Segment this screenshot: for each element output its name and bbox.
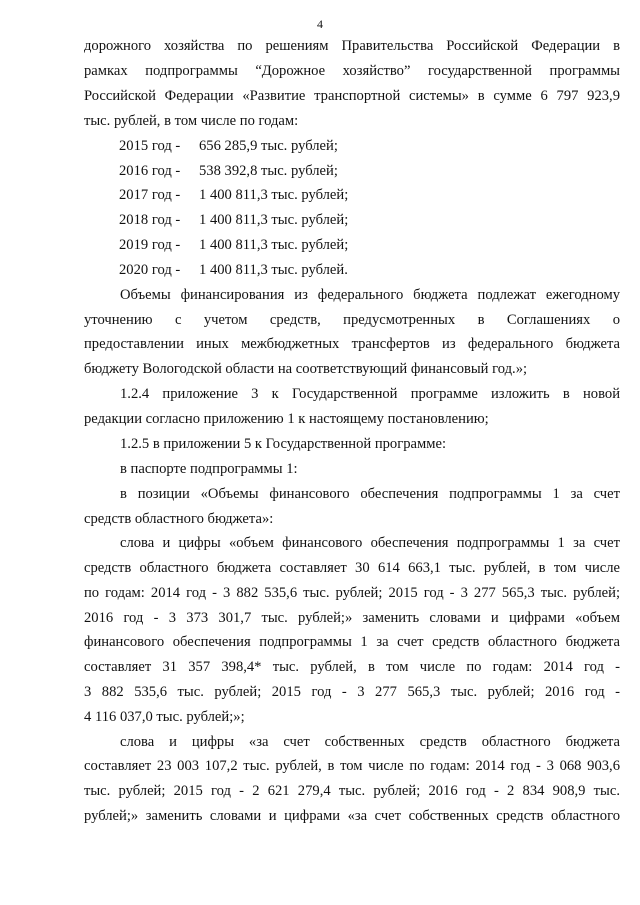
- year-row: [119, 162, 640, 180]
- words1-line: по годам: 2014 год - 3 882 535,6 тыс. рублей; 2015 год - 3 277 565,3 тыс. рублей;: [84, 585, 620, 601]
- intro-line: рамках подпрограммы “Дорожное хозяйство” государственной программы: [84, 63, 620, 79]
- item-124-line: редакции согласно приложению 1 к настоящему постановлению;: [84, 411, 489, 427]
- year-row: [119, 186, 640, 204]
- year-label: 2015 год -: [119, 138, 181, 154]
- year-label: 2020 год -: [119, 262, 181, 278]
- words1-line: 4 116 037,0 тыс. рублей;»;: [84, 709, 245, 725]
- federal-paragraph-line: уточнению с учетом средств, предусмотренных в Соглашениях о: [84, 312, 620, 328]
- year-value: 538 392,8 тыс. рублей;: [199, 163, 338, 179]
- words2-line: составляет 23 003 107,2 тыс. рублей, в том числе по годам: 2014 год - 3 068 903,6: [84, 758, 620, 774]
- year-value: 1 400 811,3 тыс. рублей;: [199, 237, 349, 253]
- federal-paragraph-line: предоставлении иных межбюджетных трансфертов из федерального бюджета: [84, 336, 620, 352]
- year-label: 2018 год -: [119, 212, 181, 228]
- year-value: 1 400 811,3 тыс. рублей.: [199, 262, 348, 278]
- words2-line: тыс. рублей; 2015 год - 2 621 279,4 тыс. рублей; 2016 год - 2 834 908,9 тыс.: [84, 783, 620, 799]
- intro-line: Российской Федерации «Развитие транспортной системы» в сумме 6 797 923,9: [84, 88, 620, 104]
- words1-line: средств областного бюджета составляет 30 614 663,1 тыс. рублей, в том числе: [84, 560, 620, 576]
- federal-paragraph-line: бюджету Вологодской области на соответствующий финансовый год.»;: [84, 361, 528, 377]
- words2-line: рублей;» заменить словами и цифрами «за счет собственных средств областного: [84, 808, 620, 824]
- item-124-line: 1.2.4 приложение 3 к Государственной программе изложить в новой: [120, 386, 620, 402]
- year-row: [119, 137, 640, 155]
- year-label: 2016 год -: [119, 163, 181, 179]
- year-row: [119, 211, 640, 229]
- words1-line: финансового обеспечения подпрограммы 1 за счет средств областного бюджета: [84, 634, 620, 650]
- words1-line: слова и цифры «объем финансового обеспечения подпрограммы 1 за счет: [120, 535, 620, 551]
- year-row: [119, 236, 640, 254]
- page-number: 4: [317, 17, 323, 31]
- year-row: [119, 261, 640, 279]
- words1-line: составляет 31 357 398,4* тыс. рублей, в том числе по годам: 2014 год -: [84, 659, 620, 675]
- year-value: 656 285,9 тыс. рублей;: [199, 138, 338, 154]
- federal-paragraph-line: Объемы финансирования из федерального бюджета подлежат ежегодному: [120, 287, 620, 303]
- position-line: средств областного бюджета»:: [84, 511, 274, 527]
- year-label: 2017 год -: [119, 187, 181, 203]
- words1-line: 2016 год - 3 373 301,7 тыс. рублей;» заменить словами и цифрами «объем: [84, 610, 620, 626]
- words1-line: 3 882 535,6 тыс. рублей; 2015 год - 3 277 565,3 тыс. рублей; 2016 год -: [84, 684, 620, 700]
- year-label: 2019 год -: [119, 237, 181, 253]
- position-line: в позиции «Объемы финансового обеспечения подпрограммы 1 за счет: [120, 486, 620, 502]
- year-value: 1 400 811,3 тыс. рублей;: [199, 212, 349, 228]
- passport-line: в паспорте подпрограммы 1:: [120, 461, 298, 477]
- intro-line: дорожного хозяйства по решениям Правительства Российской Федерации в: [84, 38, 620, 54]
- year-value: 1 400 811,3 тыс. рублей;: [199, 187, 349, 203]
- item-125-line: 1.2.5 в приложении 5 к Государственной программе:: [120, 436, 446, 452]
- intro-line: тыс. рублей, в том числе по годам:: [84, 113, 299, 129]
- words2-line: слова и цифры «за счет собственных средств областного бюджета: [120, 734, 620, 750]
